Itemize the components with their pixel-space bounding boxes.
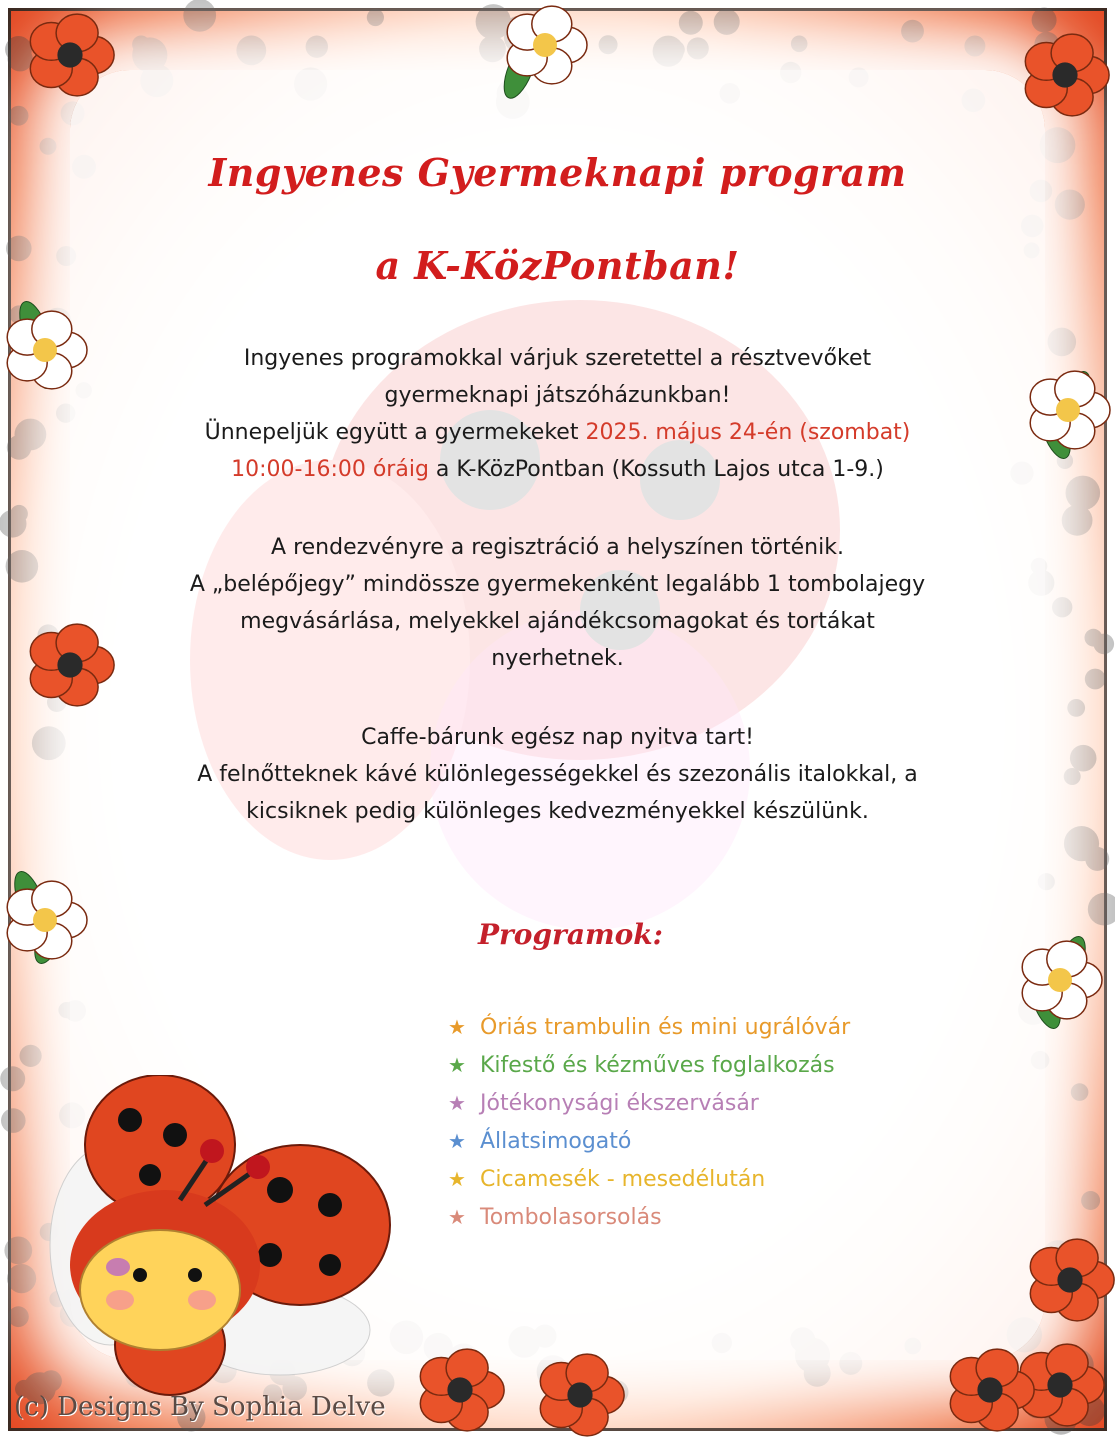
red-flower-icon [1025,34,1109,116]
intro-line-1: Ingyenes programokkal várjuk szeretettel a résztvevőket [243,346,872,371]
registration-line-1: A rendezvényre a regisztráció a helyszínen történik. [271,535,844,560]
programs-heading: Programok: [478,918,663,951]
cafe-line-1: Caffe-bárunk egész nap nyitva tart! [361,725,754,750]
star-icon: ★ [448,1205,466,1229]
program-list-item [448,1198,850,1236]
program-list-item [448,1046,850,1084]
program-list-item [448,1084,850,1122]
star-icon: ★ [448,1015,466,1039]
star-icon: ★ [448,1091,466,1115]
registration-line-2: A „belépőjegy” mindössze gyermekenként legalább 1 tombolajegy [189,572,926,597]
title-line-1: Ingyenes Gyermeknapi program [208,150,907,195]
registration-line-4: nyerhetnek. [491,646,624,671]
intro-line-2: gyermeknapi játszóházunkban! [384,383,731,408]
programs-list [448,1008,850,1236]
red-flower-icon [30,14,114,96]
program-label: Kifestő és kézműves foglalkozás [480,1052,835,1078]
daisy-flower-icon [1022,941,1102,1019]
program-label: Jótékonysági ékszervásár [480,1090,759,1116]
program-label: Óriás trambulin és mini ugrálóvár [480,1014,851,1040]
star-icon: ★ [448,1167,466,1191]
intro-line-3 [60,414,1055,451]
event-date: 2025. május 24-én (szombat) [585,420,911,445]
title-line-2: a K-KözPontban! [375,243,740,288]
event-location: a K-KözPontban (Kossuth Lajos utca 1-9.) [428,457,884,482]
intro-line-4 [60,451,1055,488]
red-flower-icon [1030,1239,1114,1321]
intro-paragraph [60,340,1055,488]
daisy-flower-icon [7,881,87,959]
daisy-flower-icon [507,6,587,84]
program-label: Cicamesék - mesedélután [480,1166,766,1192]
red-flower-icon [540,1354,624,1436]
ladybug-character-image [30,1075,400,1405]
intro-line-3-text: Ünnepeljük együtt a gyermekeket [204,420,586,445]
registration-paragraph [60,529,1055,677]
registration-line-3: megvásárlása, melyekkel ajándékcsomagokat és tortákat [240,609,875,634]
cafe-line-2: A felnőtteknek kávé különlegességekkel és szezonális italokkal, a [197,762,918,787]
star-icon: ★ [448,1053,466,1077]
program-list-item [448,1160,850,1198]
event-time: 10:00-16:00 óráig [231,457,429,482]
program-label: Állatsimogató [480,1128,632,1154]
program-list-item [448,1122,850,1160]
red-flower-icon [950,1349,1034,1431]
program-label: Tombolasorsolás [480,1204,662,1230]
star-icon: ★ [448,1129,466,1153]
cafe-paragraph [60,719,1055,830]
program-list-item [448,1008,850,1046]
red-flower-icon [420,1349,504,1431]
cafe-line-3: kicsiknek pedig különleges kedvezményekkel készülünk. [246,799,869,824]
designer-credit: (c) Designs By Sophia Delve [14,1392,386,1422]
